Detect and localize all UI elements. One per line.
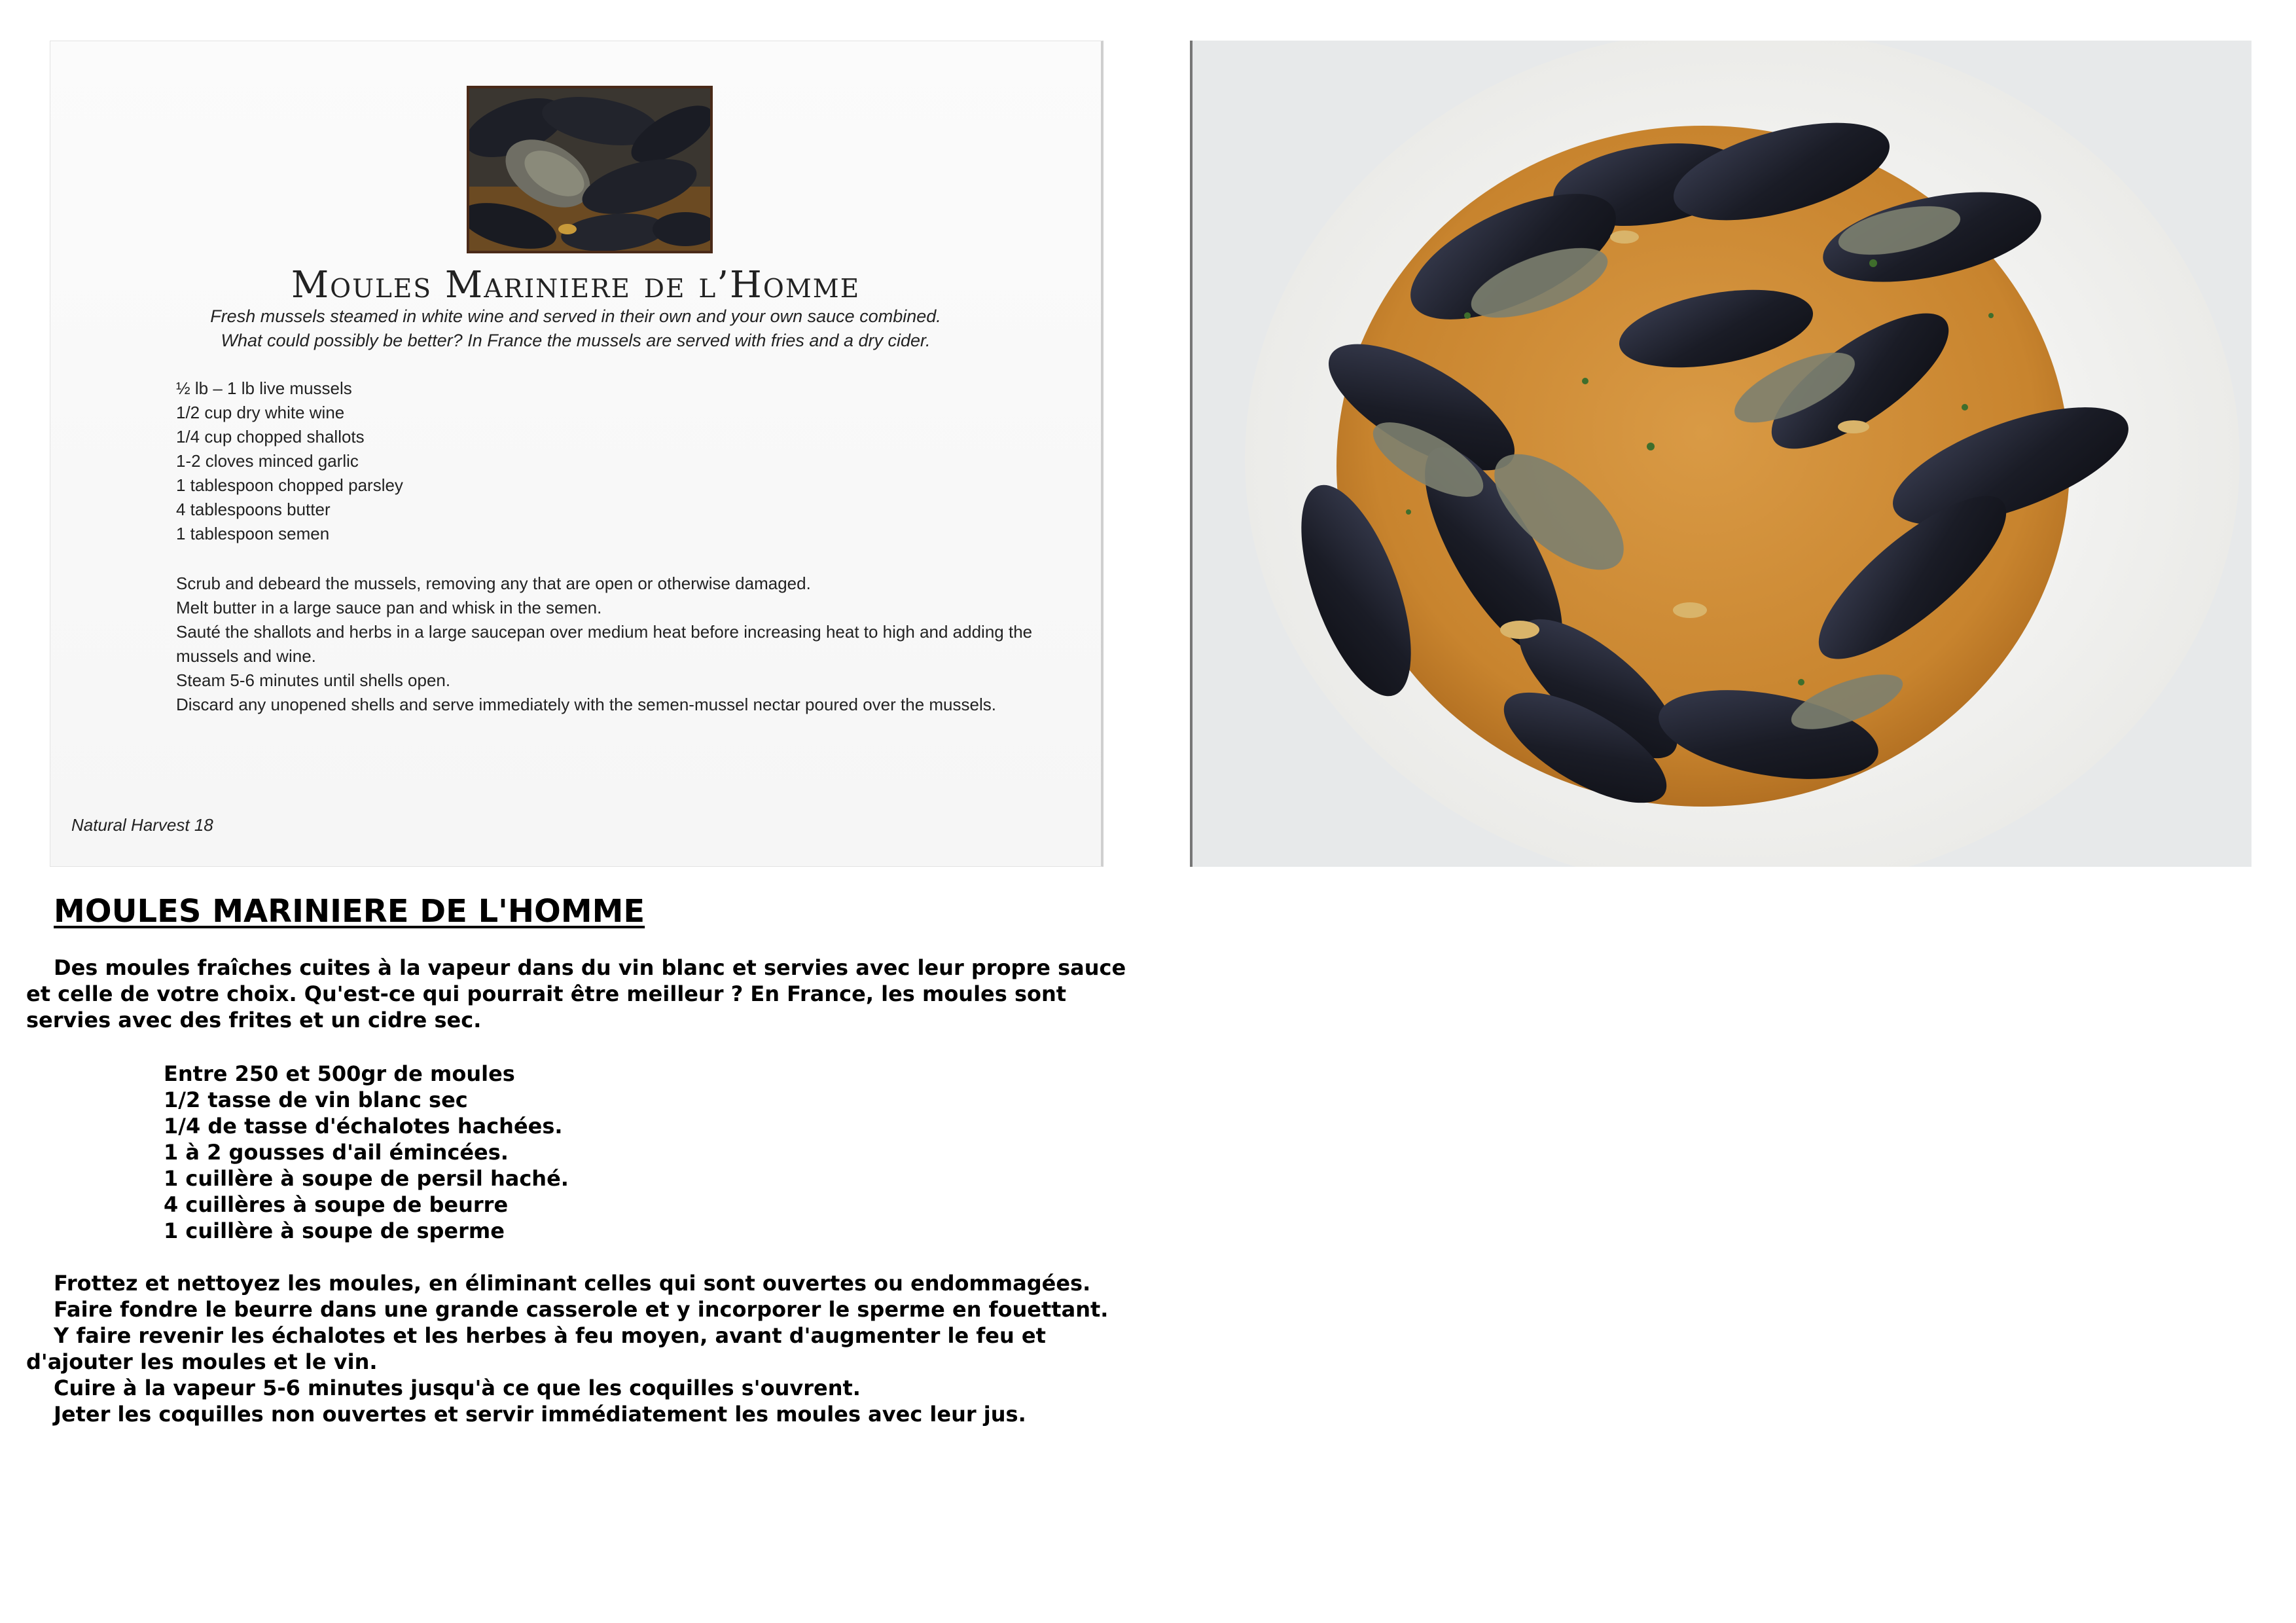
card-ingredient-item: 1/2 cup dry white wine xyxy=(176,403,345,422)
recipe-card-scan xyxy=(50,41,1103,867)
french-step-item: Jeter les coquilles non ouvertes et servir immédiatement les moules avec leur jus. xyxy=(54,1402,1026,1427)
card-step-item: Melt butter in a large sauce pan and whisk in the semen. xyxy=(176,598,602,617)
card-ingredient-list xyxy=(176,376,403,546)
card-step-item: Steam 5-6 minutes until shells open. xyxy=(176,670,451,690)
french-step-item: Faire fondre le beurre dans une grande casserole et y incorporer le sperme en fouettant. xyxy=(54,1297,1109,1322)
card-ingredient-item: 1 tablespoon semen xyxy=(176,524,330,543)
mussels-plate-illustration xyxy=(1193,41,2251,867)
french-intro: Des moules fraîches cuites à la vapeur dans du vin blanc et servies avec leur propre sauce et celle de votre choix. Qu'est-ce qui pourrait être meilleur ? En France, les moules sont servies avec des frites et un cidre sec. xyxy=(26,955,1126,1032)
card-mussels-photo xyxy=(467,86,713,253)
french-ingredient-list xyxy=(164,1061,569,1244)
card-ingredient-item: 1 tablespoon chopped parsley xyxy=(176,475,403,495)
french-ingredient-item: 4 cuillères à soupe de beurre xyxy=(164,1192,509,1217)
card-ingredient-item: 1-2 cloves minced garlic xyxy=(176,451,359,471)
card-ingredient-item: 4 tablespoons butter xyxy=(176,500,331,519)
card-step-item: Scrub and debeard the mussels, removing any that are open or otherwise damaged. xyxy=(176,574,811,593)
french-ingredient-item: Entre 250 et 500gr de moules xyxy=(164,1061,515,1086)
french-ingredient-item: 1/4 de tasse d'échalotes hachées. xyxy=(164,1114,563,1139)
french-step-list xyxy=(26,1270,1139,1427)
card-ingredient-item: 1/4 cup chopped shallots xyxy=(176,427,365,447)
french-ingredient-item: 1 cuillère à soupe de sperme xyxy=(164,1218,505,1243)
french-step-item: Cuire à la vapeur 5-6 minutes jusqu'à ce que les coquilles s'ouvrent. xyxy=(54,1376,861,1400)
card-subtitle-line: What could possibly be better? In France the mussels are served with fries and a dry cider. xyxy=(221,331,931,350)
card-subtitle xyxy=(50,304,1101,353)
mussels-plate-photo xyxy=(1190,41,2251,867)
french-step-item: Y faire revenir les échalotes et les herbes à feu moyen, avant d'augmenter le feu et d'ajouter les moules et le vin. xyxy=(26,1323,1046,1374)
french-step-item: Frottez et nettoyez les moules, en éliminant celles qui sont ouvertes ou endommagées. xyxy=(54,1271,1091,1296)
card-step-item: Discard any unopened shells and serve immediately with the semen-mussel nectar poured over the mussels. xyxy=(176,695,996,714)
card-step-item: Sauté the shallots and herbs in a large saucepan over medium heat before increasing heat to high and adding the mussels and wine. xyxy=(176,622,1033,666)
mussels-thumbnail-illustration xyxy=(469,88,710,251)
card-footer-page-label: Natural Harvest 18 xyxy=(71,815,213,835)
french-ingredient-item: 1 cuillère à soupe de persil haché. xyxy=(164,1166,569,1191)
french-ingredient-item: 1 à 2 gousses d'ail émincées. xyxy=(164,1140,509,1165)
card-step-list xyxy=(176,572,1079,717)
card-title: Moules Mariniere de l’Homme xyxy=(291,264,861,306)
french-ingredient-item: 1/2 tasse de vin blanc sec xyxy=(164,1087,468,1112)
card-subtitle-line: Fresh mussels steamed in white wine and served in their own and your own sauce combined. xyxy=(210,306,941,326)
french-title: MOULES MARINIERE DE L'HOMME xyxy=(54,893,645,930)
card-ingredient-item: ½ lb – 1 lb live mussels xyxy=(176,378,352,398)
